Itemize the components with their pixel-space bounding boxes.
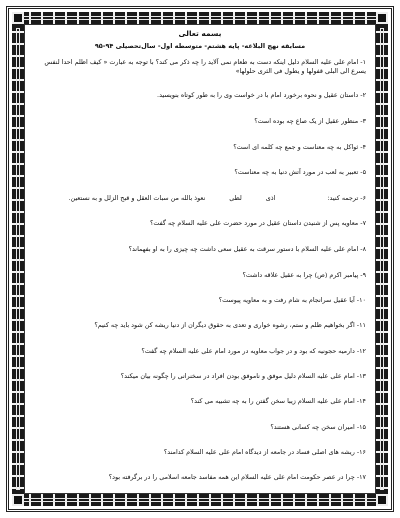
question-6-word: لظی (229, 194, 242, 202)
question-9: ۹- پیامبر اکرم (ص) چرا به عقیل علاقه داشت؟ (242, 271, 366, 279)
question-3: ۳- منظور عقیل از یک صاع چه بوده است؟ (254, 117, 366, 125)
border-corner-ornament (376, 12, 388, 24)
question-7: ۷- معاویه پس از شنیدن داستان عقیل در مورد حضرت علی علیه السلام چه گفت؟ (149, 219, 366, 227)
border-corner-ornament (376, 494, 388, 506)
question-17: ۱۷- چرا در عصر حکومت امام علی علیه السلام این همه مفاسد جامعه اسلامی را در برگرفته بود؟ (108, 473, 366, 481)
decorative-border-top (12, 12, 388, 24)
question-6-phrase: نعوذ بالله من سبات العقل و قبح الزلل و به نستعین. (68, 194, 206, 202)
question-5: ۵- تعبیر به لعب در مورد آتش دنیا به چه معناست؟ (234, 168, 366, 176)
exam-subtitle: مسابقه نهج البلاغه- پایه هشتم- متوسطه اول- سال‌تحصیلی ۹۴-۹۵ (94, 42, 306, 50)
border-corner-ornament (12, 12, 24, 24)
question-10: ۱۰- آیا عقیل سرانجام به شام رفت و به معاویه پیوست؟ (218, 296, 366, 304)
question-4: ۴- ثواکل به چه معناست و جمع چه کلمه ای است؟ (233, 143, 366, 151)
question-12: ۱۲- دارمیه حجونیه که بود و در جواب معاویه در مورد امام علی علیه السلام چه گفت؟ (141, 347, 366, 355)
question-1: ۱- امام علی علیه السلام دلیل اینکه دست به طعام نمی آلاید را چه ذکر می کند؟ با توجه به عبارت « کیف اظلم احدا لنفس یسرع الی البلی قفولها و یطول فی الثری حلولها» (44, 58, 366, 75)
decorative-border-left (12, 24, 24, 494)
decorative-border-right (376, 24, 388, 494)
question-15: ۱۵- امیران سخن چه کسانی هستند؟ (270, 423, 366, 431)
exam-content (34, 28, 366, 482)
question-8: ۸- امام علی علیه السلام با دستور سرقت به عقیل سعی داشت چه چیزی را به او بفهماند؟ (128, 245, 366, 253)
question-11: ۱۱- اگر بخواهیم ظلم و ستم، رشوه خواری و تعدی به حقوق دیگران از دنیا ریشه کن شود باید چه کنیم؟ (94, 321, 366, 329)
question-13: ۱۳- امام علی علیه السلام دلیل موفق و ناموفق بودن افراد در سخنرانی را چگونه بیان میکند؟ (120, 372, 366, 380)
question-14: ۱۴- امام علی علیه السلام زیبا سخن گفتن را به چه تشبیه می کند؟ (190, 397, 366, 405)
page-title: بسمه تعالی (178, 29, 222, 38)
question-6 (34, 194, 366, 203)
question-6-label: ۶- ترجمه کنید: (327, 194, 366, 202)
question-2: ۲- داستان عقیل و نحوه برخورد امام با در خواست وی را به طور کوتاه بنویسید. (157, 91, 366, 99)
question-6-word: اذی (265, 194, 276, 202)
question-16: ۱۶- ریشه های اصلی فساد در جامعه از دیدگاه امام علی علیه السلام کدامند؟ (163, 448, 366, 456)
decorative-border-bottom (12, 494, 388, 506)
border-corner-ornament (12, 494, 24, 506)
